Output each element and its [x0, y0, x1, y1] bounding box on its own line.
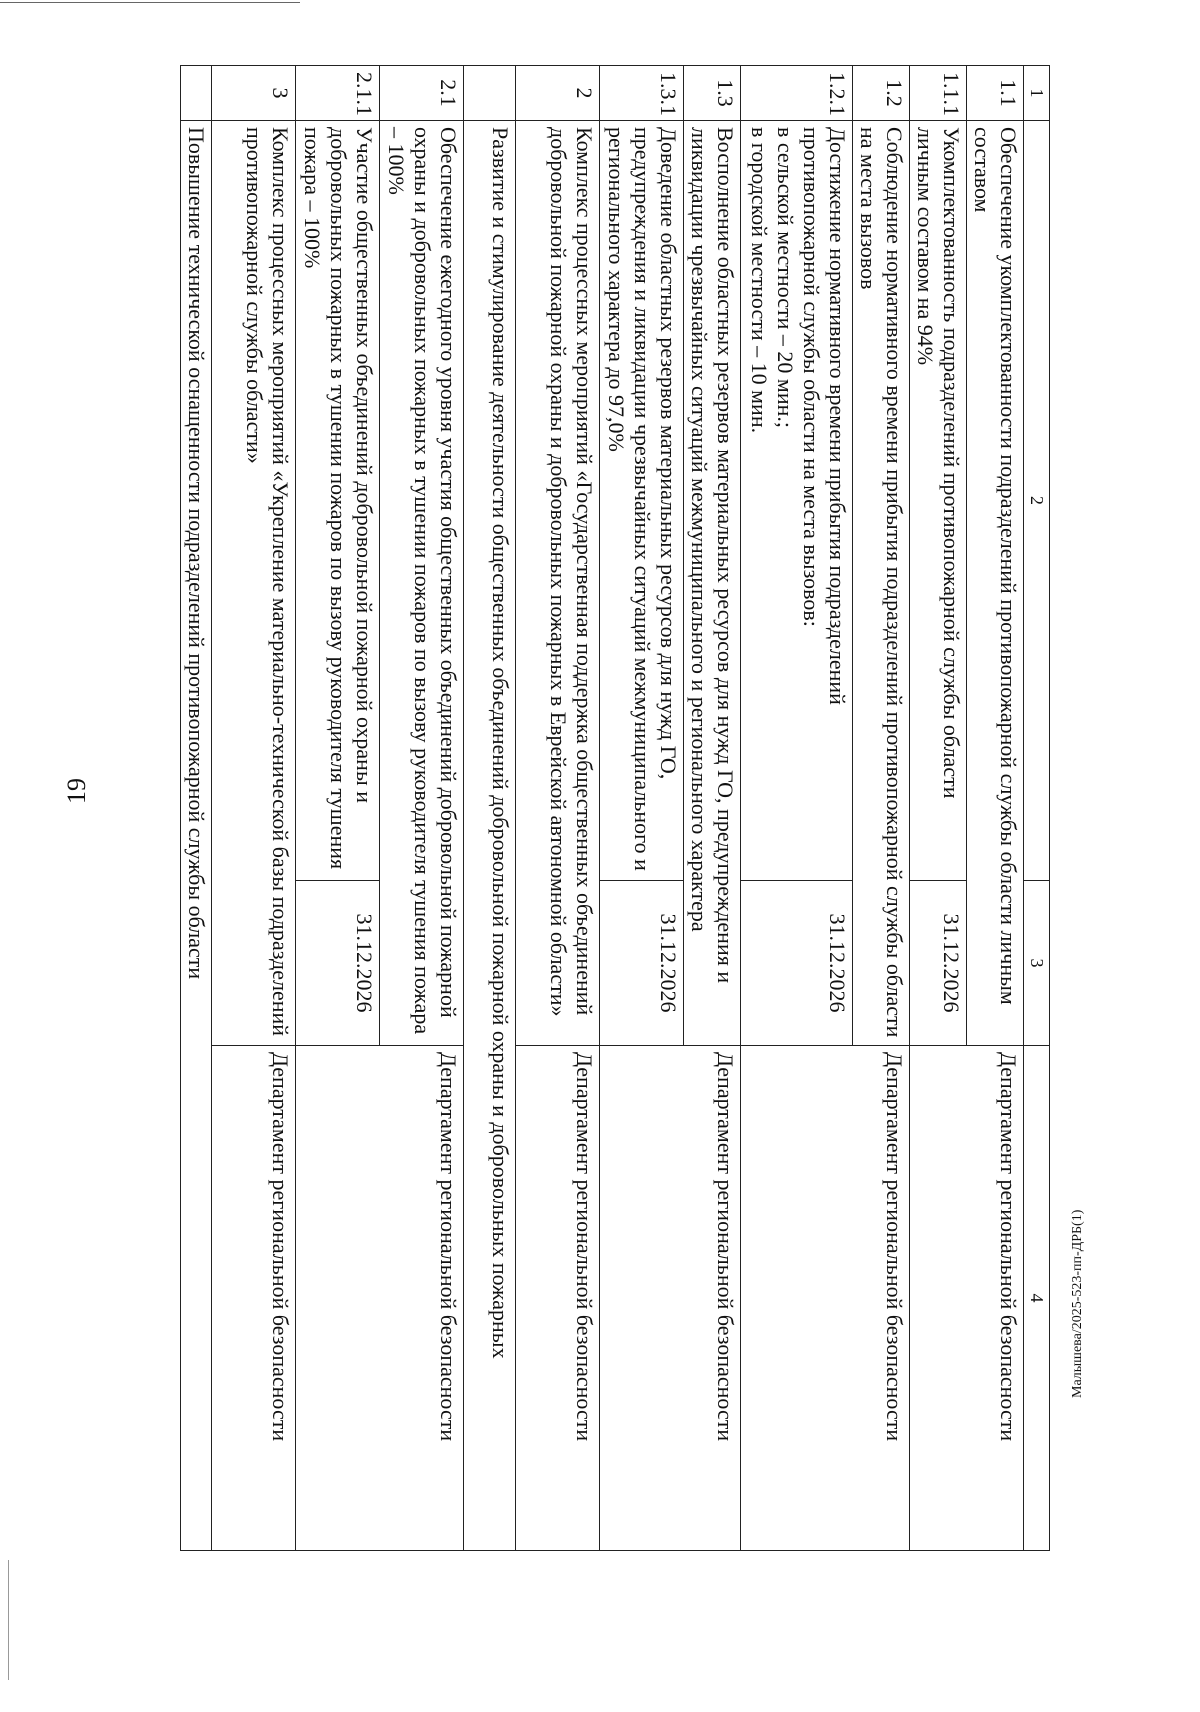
table-row — [212, 66, 296, 1551]
responsible-cell: Департамент региональной безопасности — [296, 1046, 464, 1551]
row-number: 1.2.1 — [741, 66, 853, 121]
indicator-line: в городской местности – 10 мин. — [747, 127, 773, 434]
document-code: Малышева/2025-523-пп-ДРБ(1) — [1070, 1209, 1085, 1398]
indicator-line: Достижение нормативного времени прибытия подразделений противопожарной службы области на места вызовов: — [799, 127, 851, 705]
deadline-date: 31.12.2026 — [296, 881, 380, 1046]
section-heading: Повышение технической оснащенности подразделений противопожарной службы области — [181, 121, 212, 1551]
complex-text: Комплекс процессных мероприятий «Укрепление материально-технической базы подразделений противопожарной службы области» — [212, 121, 296, 1046]
deadline-date: 31.12.2026 — [909, 881, 966, 1046]
indicator-line: в сельской местности – 20 мин.; — [773, 127, 799, 428]
row-number: 1.3 — [684, 66, 741, 121]
row-number: 1.3.1 — [600, 66, 684, 121]
table-row — [380, 66, 464, 1551]
page-number: 19 — [62, 778, 91, 804]
responsible-cell: Департамент региональной безопасности — [909, 1046, 1023, 1551]
deadline-date: 31.12.2026 — [600, 881, 684, 1046]
row-number: 1.1.1 — [909, 66, 966, 121]
row-number: 2 — [516, 66, 600, 121]
table-row — [853, 66, 910, 1551]
deadline-date: 31.12.2026 — [741, 881, 853, 1046]
indicator-text: Доведение областных резервов материальных ресурсов для нужд ГО, предупреждения и ликвидации чрезвычайных ситуаций межмуниципального и регионального характера до 97,0% — [600, 121, 684, 881]
empty-number-cell — [464, 66, 516, 121]
indicator-text: Укомплектованность подразделений противопожарной службы области личным составом на 94% — [909, 121, 966, 881]
task-text: Обеспечение укомплектованности подразделений противопожарной службы области личным составом — [966, 121, 1023, 1046]
row-number: 2.1.1 — [296, 66, 380, 121]
responsible-cell: Департамент региональной безопасности — [600, 1046, 741, 1551]
table-row — [181, 66, 212, 1551]
row-number: 1.2 — [853, 66, 910, 121]
column-header-1: 1 — [1023, 66, 1049, 121]
row-number: 2.1 — [380, 66, 464, 121]
plan-table — [180, 65, 1050, 1551]
complex-text: Комплекс процессных мероприятий «Государственная поддержка общественных объединений добровольной пожарной охраны и добровольных пожарных в Еврейской автономной области» — [516, 121, 600, 1046]
column-header-2: 2 — [1023, 121, 1049, 881]
table-row — [464, 66, 516, 1551]
scan-edge-top — [0, 2, 300, 3]
task-text: Соблюдение нормативного времени прибытия подразделений противопожарной службы области на места вызовов — [853, 121, 910, 1046]
task-text: Восполнение областных резервов материальных ресурсов для нужд ГО, предупреждения и ликвидации чрезвычайных ситуаций межмуниципального и регионального характера — [684, 121, 741, 1046]
table-row — [516, 66, 600, 1551]
indicator-text — [741, 121, 853, 881]
table-row — [966, 66, 1023, 1551]
table-header-row — [1023, 66, 1049, 1551]
column-header-3: 3 — [1023, 881, 1049, 1046]
row-number: 1.1 — [966, 66, 1023, 121]
section-heading: Развитие и стимулирование деятельности общественных объединений добровольной пожарной охраны и добровольных пожарных — [464, 121, 516, 1551]
column-header-4: 4 — [1023, 1046, 1049, 1551]
responsible-cell: Департамент региональной безопасности — [741, 1046, 910, 1551]
task-text: Обеспечение ежегодного уровня участия общественных объединений добровольной пожарной охраны и добровольных пожарных в тушении пожаров по вызову руководителя тушения пожара – 100% — [380, 121, 464, 1046]
indicator-text: Участие общественных объединений добровольной пожарной охраны и добровольных пожарных в тушении пожаров по вызову руководителя тушения пожара – 100% — [296, 121, 380, 881]
responsible-cell: Департамент региональной безопасности — [516, 1046, 600, 1551]
table-row — [684, 66, 741, 1551]
empty-number-cell — [181, 66, 212, 121]
scan-edge-left — [8, 1560, 9, 1680]
responsible-cell: Департамент региональной безопасности — [212, 1046, 296, 1551]
row-number: 3 — [212, 66, 296, 121]
